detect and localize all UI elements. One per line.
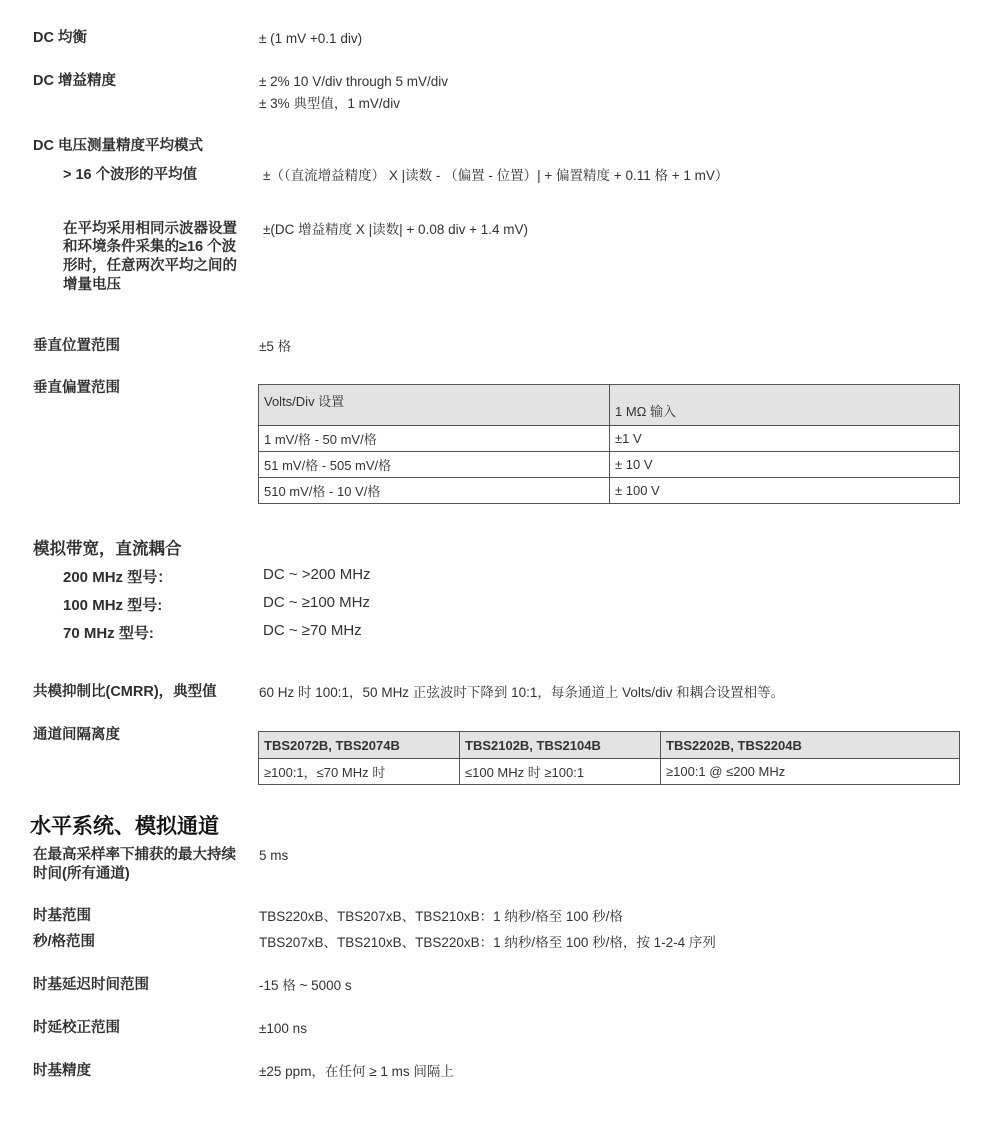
table-cell: ≥100:1 @ ≤200 MHz	[661, 759, 960, 785]
sec-div-range-label: 秒/格范围	[33, 934, 96, 950]
table-cell: ± 100 V	[610, 478, 960, 504]
table-header-row	[259, 385, 960, 426]
timebase-range-label: 时基范围	[33, 908, 91, 924]
table-cell: ±1 V	[610, 426, 960, 452]
deskew-range-label: 时延校正范围	[33, 1020, 120, 1036]
sec-div-range-value: TBS207xB、TBS210xB、TBS220xB：1 纳秒/格至 100 秒/格，按 1-2-4 序列	[259, 935, 716, 950]
timebase-accuracy-value: ±25 ppm，在任何 ≥ 1 ms 间隔上	[259, 1064, 454, 1079]
vertical-offset-table	[258, 384, 960, 504]
max-duration-label-line-2: 时间(所有通道)	[33, 866, 130, 882]
dc-balance-label: DC 均衡	[33, 30, 87, 46]
table-cell: ≥100:1，≤70 MHz 时	[259, 759, 460, 785]
bandwidth-value: DC ~ ≥70 MHz	[263, 622, 362, 639]
bandwidth-value: DC ~ >200 MHz	[263, 566, 371, 583]
table-cell: ≤100 MHz 时 ≥100:1	[460, 759, 661, 785]
dc-voltage-avg-label: > 16 个波形的平均值	[63, 167, 198, 183]
table-header-cell: TBS2102B, TBS2104B	[460, 732, 661, 759]
table-row	[259, 452, 960, 478]
bandwidth-label: 200 MHz 型号：	[63, 569, 173, 586]
deskew-range-value: ±100 ns	[259, 1021, 307, 1036]
isolation-table	[258, 731, 960, 785]
dc-gain-value-1: ± 2% 10 V/div through 5 mV/div	[259, 74, 449, 89]
table-row	[259, 426, 960, 452]
dc-voltage-delta-value: ±(DC 增益精度 X |读数| + 0.08 div + 1.4 mV)	[263, 222, 528, 237]
dc-voltage-delta-line-3: 形时，任意两次平均之间的	[63, 258, 237, 274]
dc-voltage-avg-value: ±（（直流增益精度） X |读数 - （偏置 - 位置）| + 偏置精度 + 0.11 格 + 1 mV）	[263, 168, 729, 183]
table-header-cell: 1 MΩ 输入	[610, 385, 960, 426]
table-cell: 51 mV/格 - 505 mV/格	[259, 452, 610, 478]
bandwidth-value: DC ~ ≥100 MHz	[263, 594, 371, 611]
dc-gain-label: DC 增益精度	[33, 73, 116, 89]
dc-voltage-delta-line-2: 和环境条件采集的≥16 个波	[63, 239, 237, 255]
table-header-cell: TBS2072B, TBS2074B	[259, 732, 460, 759]
dc-voltage-delta-line-4: 增量电压	[63, 277, 121, 293]
table-header-cell: Volts/Div 设置	[259, 385, 610, 426]
delay-range-value: -15 格 ~ 5000 s	[259, 978, 352, 993]
table-cell: ± 10 V	[610, 452, 960, 478]
bandwidth-label: 70 MHz 型号:	[63, 625, 154, 642]
dc-voltage-heading: DC 电压测量精度平均模式	[33, 138, 203, 154]
isolation-label: 通道间隔离度	[33, 727, 120, 743]
horizontal-section-title: 水平系统、模拟通道	[30, 815, 219, 838]
vertical-position-value: ±5 格	[259, 339, 292, 354]
table-cell: 510 mV/格 - 10 V/格	[259, 478, 610, 504]
bandwidth-heading: 模拟带宽，直流耦合	[33, 540, 182, 558]
dc-balance-value: ± (1 mV +0.1 div)	[259, 31, 363, 46]
dc-voltage-delta-line-1: 在平均采用相同示波器设置	[63, 221, 237, 237]
vertical-offset-label: 垂直偏置范围	[33, 380, 120, 396]
vertical-position-label: 垂直位置范围	[33, 338, 120, 354]
bandwidth-label: 100 MHz 型号:	[63, 597, 163, 614]
max-duration-label-line-1: 在最高采样率下捕获的最大持续	[33, 847, 236, 863]
max-duration-value: 5 ms	[259, 848, 289, 863]
table-header-row	[259, 732, 960, 759]
delay-range-label: 时基延迟时间范围	[33, 977, 149, 993]
table-row	[259, 478, 960, 504]
timebase-range-value: TBS220xB、TBS207xB、TBS210xB：1 纳秒/格至 100 秒/格	[259, 909, 623, 924]
cmrr-value: 60 Hz 时 100:1，50 MHz 正弦波时下降到 10:1，每条通道上 Volts/div 和耦合设置相等。	[259, 685, 785, 700]
table-header-cell: TBS2202B, TBS2204B	[661, 732, 960, 759]
dc-gain-value-2: ± 3% 典型值，1 mV/div	[259, 96, 400, 111]
cmrr-label: 共模抑制比(CMRR)，典型值	[33, 684, 217, 700]
timebase-accuracy-label: 时基精度	[33, 1063, 91, 1079]
table-row	[259, 759, 960, 785]
table-cell: 1 mV/格 - 50 mV/格	[259, 426, 610, 452]
